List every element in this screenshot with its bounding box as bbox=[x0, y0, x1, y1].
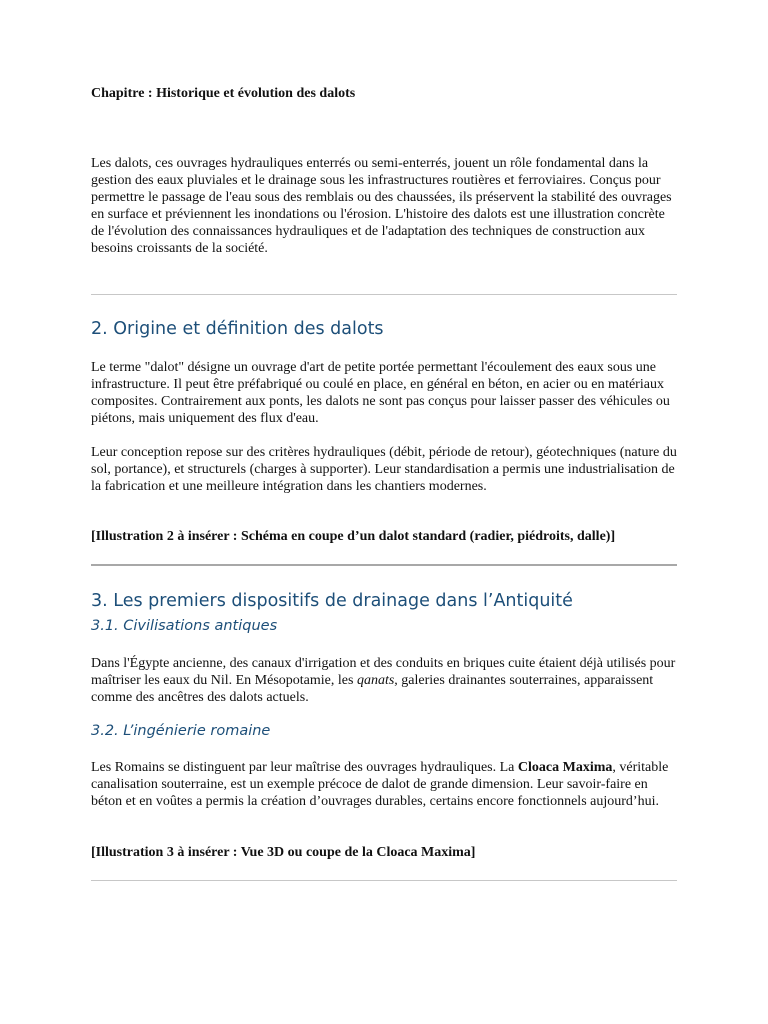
qanats-term: qanats bbox=[356, 673, 395, 688]
subsection-3-1-paragraph: Dans l'Égypte ancienne, des canaux d'irrigation et des conduits en briques cuite étaient déjà utilisés pour maîtriser les eaux du Nil. En Mésopotamie, les qanats, galeries drainantes souterraines, apparaissent comme des ancêtres des dalots actuels. bbox=[91, 656, 676, 705]
illustration-3-placeholder: [Illustration 3 à insérer : Vue 3D ou coupe de la Cloaca Maxima] bbox=[91, 845, 476, 860]
section-2-paragraph-2: Leur conception repose sur des critères hydrauliques (débit, période de retour), géotechniques (nature du sol, portance), et structurels (charges à supporter). Leur standardisation a permis une industrialisation de la fabrication et une meilleure intégration dans les chantiers modernes. bbox=[91, 445, 677, 494]
section-divider bbox=[91, 294, 677, 295]
section-divider bbox=[91, 880, 677, 881]
subsection-3-2-paragraph: Les Romains se distinguent par leur maîtrise des ouvrages hydrauliques. La Cloaca Maxima, véritable canalisation souterraine, est un exemple précoce de dalot de grande dimension. Leur savoir-faire en béton et en voûtes a permis la création d’ouvrages durables, certains encore fonctionnels aujourd’hui. bbox=[91, 760, 669, 809]
cloaca-maxima-term: Cloaca Maxima bbox=[517, 760, 613, 775]
subsection-3-1-heading: 3.1. Civilisations antiques bbox=[91, 618, 278, 634]
intro-paragraph: Les dalots, ces ouvrages hydrauliques enterrés ou semi-enterrés, jouent un rôle fondamental dans la gestion des eaux pluviales et le drainage sous les infrastructures routières et ferroviaires. Conçus pour permettre le passage de l'eau sous des remblais ou des chaussées, ils préservent la stabilité des ouvrages en surface et préviennent les inondations ou l'érosion. L'histoire des dalots est une illustration concrète de l'évolution des connaissances hydrauliques et de l'adaptation des techniques de construction aux besoins croissants de la société. bbox=[91, 156, 672, 256]
section-2-heading: 2. Origine et définition des dalots bbox=[91, 319, 384, 339]
subsection-3-2-heading: 3.2. L’ingénierie romaine bbox=[91, 723, 271, 739]
chapter-title: Chapitre : Historique et évolution des dalots bbox=[91, 86, 356, 101]
section-divider bbox=[91, 564, 677, 566]
section-3-heading: 3. Les premiers dispositifs de drainage dans l’Antiquité bbox=[91, 591, 573, 611]
section-2-paragraph-1: Le terme "dalot" désigne un ouvrage d'art de petite portée permettant l'écoulement des eaux sous une infrastructure. Il peut être préfabriqué ou coulé en place, en général en béton, en acier ou en matériaux composites. Contrairement aux ponts, les dalots ne sont pas conçus pour laisser passer des véhicules ou piétons, mais uniquement des flux d'eau. bbox=[91, 360, 670, 426]
illustration-2-placeholder: [Illustration 2 à insérer : Schéma en coupe d’un dalot standard (radier, piédroits, dalle)] bbox=[91, 529, 616, 544]
